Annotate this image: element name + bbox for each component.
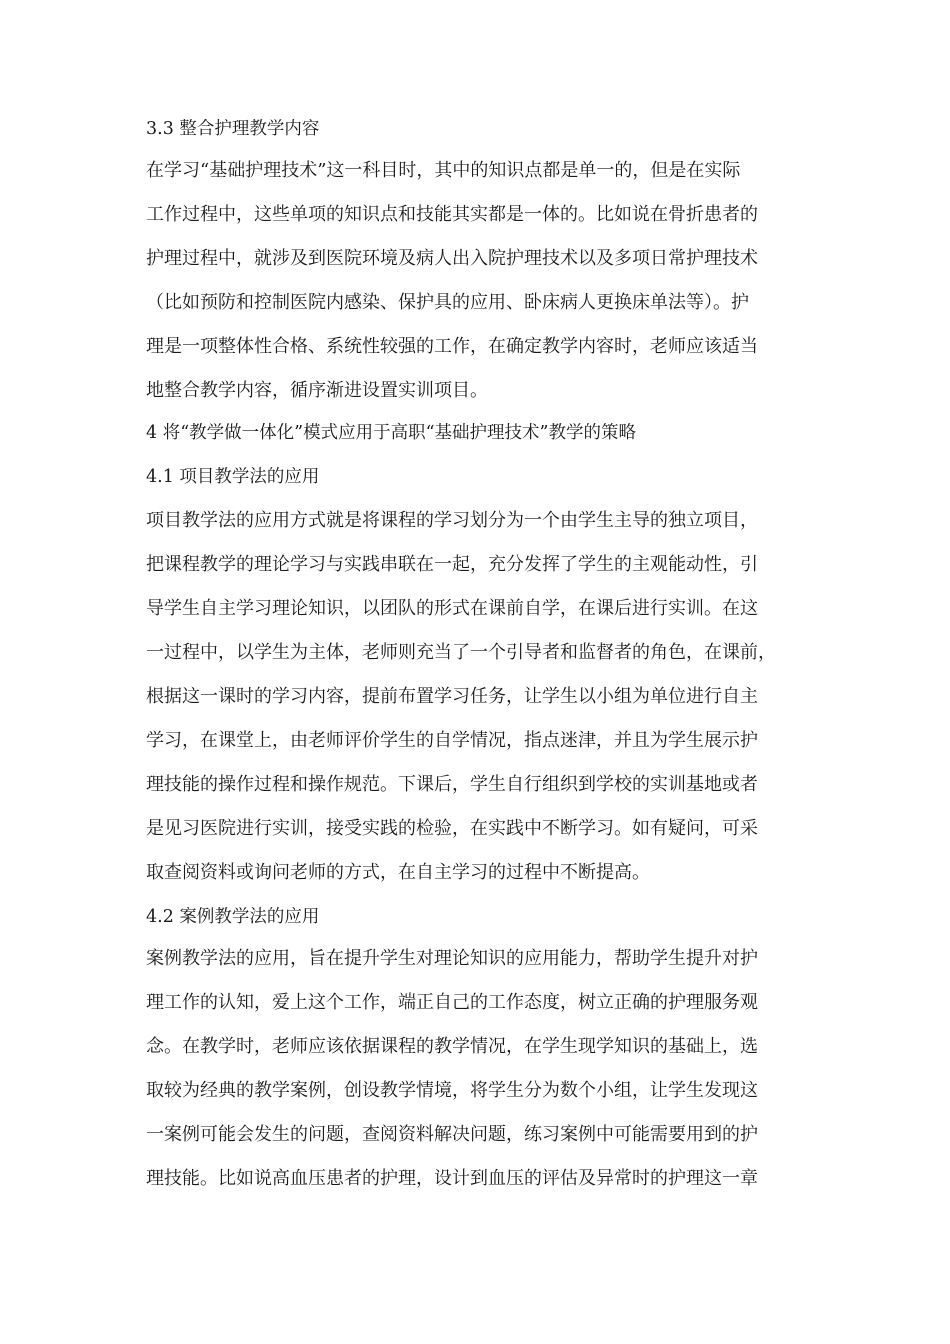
paragraph-line: 取查阅资料或询问老师的方式，在自主学习的过程中不断提高。 bbox=[146, 862, 650, 883]
paragraph-line: 理技能。比如说高血压患者的护理，设计到血压的评估及异常时的护理这一章 bbox=[146, 1168, 758, 1189]
paragraph-line: （比如预防和控制医院内感染、保护具的应用、卧床病人更换床单法等）。护 bbox=[146, 292, 749, 313]
paragraph-line: 护理过程中，就涉及到医院环境及病人出入院护理技术以及多项日常护理技术 bbox=[146, 248, 758, 269]
paragraph-line: 是见习医院进行实训，接受实践的检验，在实践中不断学习。如有疑问，可采 bbox=[146, 818, 758, 839]
paragraph-line: 一过程中，以学生为主体，老师则充当了一个引导者和监督者的角色，在课前， bbox=[146, 642, 776, 663]
paragraph-line: 理工作的认知，爱上这个工作，端正自己的工作态度，树立正确的护理服务观 bbox=[146, 992, 758, 1013]
paragraph-line: 理技能的操作过程和操作规范。下课后，学生自行组织到学校的实训基地或者 bbox=[146, 774, 758, 795]
paragraph-line: 地整合教学内容，循序渐进设置实训项目。 bbox=[146, 380, 488, 401]
section-heading-3-3: 3.3 整合护理教学内容 bbox=[146, 119, 320, 139]
section-heading-4: 4 将“教学做一体化”模式应用于高职“基础护理技术”教学的策略 bbox=[146, 423, 636, 443]
paragraph-line: 理是一项整体性合格、系统性较强的工作，在确定教学内容时，老师应该适当 bbox=[146, 336, 758, 357]
section-heading-4-1: 4.1 项目教学法的应用 bbox=[146, 467, 320, 487]
paragraph-line: 取较为经典的教学案例，创设教学情境，将学生分为数个小组，让学生发现这 bbox=[146, 1080, 758, 1101]
paragraph-line: 一案例可能会发生的问题，查阅资料解决问题，练习案例中可能需要用到的护 bbox=[146, 1124, 758, 1145]
paragraph-line: 工作过程中，这些单项的知识点和技能其实都是一体的。比如说在骨折患者的 bbox=[146, 204, 758, 225]
paragraph-line: 根据这一课时的学习内容，提前布置学习任务，让学生以小组为单位进行自主 bbox=[146, 686, 758, 707]
paragraph-line: 案例教学法的应用，旨在提升学生对理论知识的应用能力，帮助学生提升对护 bbox=[146, 948, 758, 969]
paragraph-line: 把课程教学的理论学习与实践串联在一起，充分发挥了学生的主观能动性，引 bbox=[146, 554, 758, 575]
paragraph-line: 在学习“基础护理技术”这一科目时，其中的知识点都是单一的，但是在实际 bbox=[146, 160, 741, 181]
paragraph-line: 项目教学法的应用方式就是将课程的学习划分为一个由学生主导的独立项目， bbox=[146, 510, 758, 531]
paragraph-line: 念。在教学时，老师应该依据课程的教学情况，在学生现学知识的基础上，选 bbox=[146, 1036, 758, 1057]
paragraph-line: 学习，在课堂上，由老师评价学生的自学情况，指点迷津，并且为学生展示护 bbox=[146, 730, 758, 751]
paragraph-line: 导学生自主学习理论知识，以团队的形式在课前自学，在课后进行实训。在这 bbox=[146, 598, 758, 619]
section-heading-4-2: 4.2 案例教学法的应用 bbox=[146, 907, 320, 927]
